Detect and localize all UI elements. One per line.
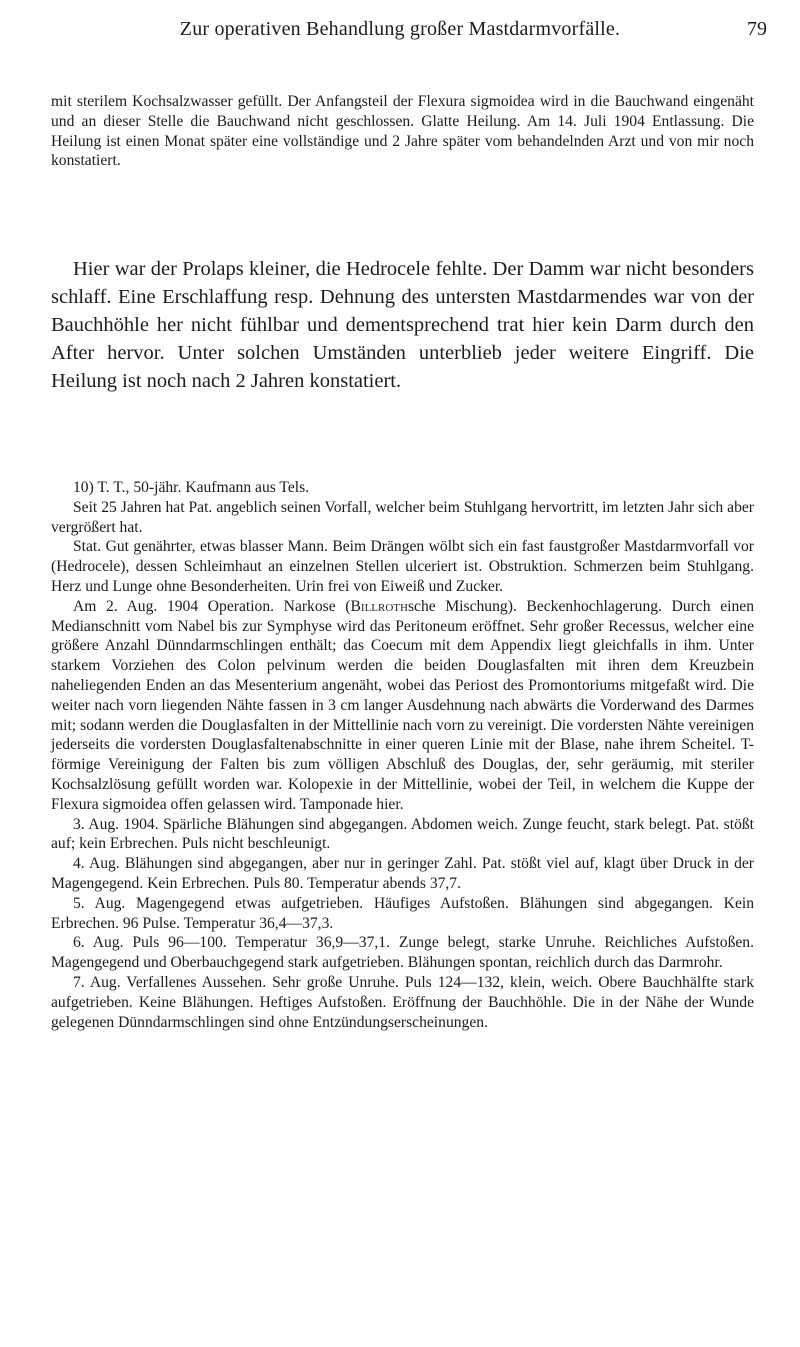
page-number: 79 (747, 18, 767, 40)
running-title: Zur operativen Behandlung großer Mastdarmvorfälle. (179, 18, 621, 40)
case-status: Stat. Gut genährter, etwas blasser Mann. Beim Drängen wölbt sich ein fast faustgroßer Mastdarmvorfall vor (Hedrocele), dessen Schleimhaut an einzelnen Stellen ulceriert ist. Obstruktion. Schmerzen beim Stuhlgang. Herz und Lunge ohne Besonderheiten. Urin frei von Eiweiß und Zucker. (51, 538, 754, 595)
operation-text-before: Am 2. Aug. 1904 Operation. Narkose ( (73, 597, 351, 615)
case-report (51, 478, 754, 1032)
case-heading: 10) T. T., 50-jähr. Kaufmann aus Tels. (73, 479, 310, 496)
case-operation (51, 597, 754, 815)
summary-paragraph: Hier war der Prolaps kleiner, die Hedrocele fehlte. Der Damm war nicht besonders schlaff. Eine Erschlaffung resp. Dehnung des untersten Mastdarmendes war von der Bauchhöhle her nicht fühlbar und dementsprechend trat hier kein Darm durch den After hervor. Unter solchen Umständen unterblieb jeder weitere Eingriff. Die Heilung ist noch nach 2 Jahren konstatiert. (51, 258, 754, 392)
case-day-7: 7. Aug. Verfallenes Aussehen. Sehr große Unruhe. Puls 124—132, klein, weich. Obere Bauchhälfte stark aufgetrieben. Keine Blähungen. Heftiges Aufstoßen. Eröffnung der Bauchhöhle. Die in der Nähe der Wunde gelegenen Dünndarmschlingen sind ohne Entzündungserscheinungen. (51, 973, 754, 1031)
operation-surgeon-name: Billroth (350, 597, 408, 615)
case-day-3: 3. Aug. 1904. Spärliche Blähungen sind abgegangen. Abdomen weich. Zunge feucht, stark belegt. Pat. stößt auf; kein Erbrechen. Puls nicht beschleunigt. (51, 815, 754, 853)
intro-paragraph-block (51, 92, 754, 171)
case-day-4: 4. Aug. Blähungen sind abgegangen, aber nur in geringer Zahl. Pat. stößt viel auf, klagt über Druck in der Magengegend. Kein Erbrechen. Puls 80. Temperatur abends 37,7. (51, 855, 754, 892)
case-day-5: 5. Aug. Magengegend etwas aufgetrieben. Häufiges Aufstoßen. Blähungen sind abgegangen. Kein Erbrechen. 96 Pulse. Temperatur 36,4—37,3. (51, 894, 754, 932)
summary-paragraph-block (51, 255, 754, 395)
operation-text-after: sche Mischung). Beckenhochlagerung. Durch einen Medianschnitt vom Nabel bis zur Symphyse wird das Peritoneum eröffnet. Sehr großer Recessus, welcher eine größere Anzahl Dünndarmschlingen enthält; das Coecum mit dem Appendix liegt gleichfalls in ihm. Unter starkem Vorziehen des Colon pelvinum werden die beiden Douglasfalten mit ihren dem Kreuzbein naheliegenden Enden an das Mesenterium angenäht, wobei das Periost des Promontoriums mitgefaßt wird. Die weiter nach vorn liegenden Nähte fassen in 3 cm langer Ausdehnung nach abwärts die Vorderwand des Darmes mit; sodann werden die Douglasfalten in der Mittellinie nach vorn zu vereinigt. Die vordersten Nähte vereinigen jederseits die vordersten Douglasfaltenabschnitte in einer queren Linie mit der Blase, nahe ihrem Scheitel. T-förmige Vereinigung der Falten bis zum völligen Abschluß des Douglas, der, sehr geräumig, mit steriler Kochsalzlösung gefüllt worden war. Kolopexie in der Mittellinie, wobei der Teil, in welchem die Kuppe der Flexura sigmoidea offen gelassen wird. Tamponade hier. (51, 597, 755, 813)
intro-paragraph: mit sterilem Kochsalzwasser gefüllt. Der Anfangsteil der Flexura sigmoidea wird in die Bauchwand eingenäht und an dieser Stelle die Bauchwand nicht geschlossen. Glatte Heilung. Am 14. Juli 1904 Entlassung. Die Heilung ist einen Monat später eine vollständige und 2 Jahre später vom behandelnden Arzt und von mir noch konstatiert. (51, 93, 754, 170)
case-day-6: 6. Aug. Puls 96—100. Temperatur 36,9—37,1. Zunge belegt, starke Unruhe. Reichliches Aufstoßen. Magengegend und Oberbauchgegend stark aufgetrieben. Blähungen spontan, reichlich durch das Darmrohr. (51, 934, 754, 972)
running-header (0, 18, 800, 52)
case-history: Seit 25 Jahren hat Pat. angeblich seinen Vorfall, welcher beim Stuhlgang hervortritt, im letzten Jahr sich aber vergrößert hat. (51, 498, 754, 536)
